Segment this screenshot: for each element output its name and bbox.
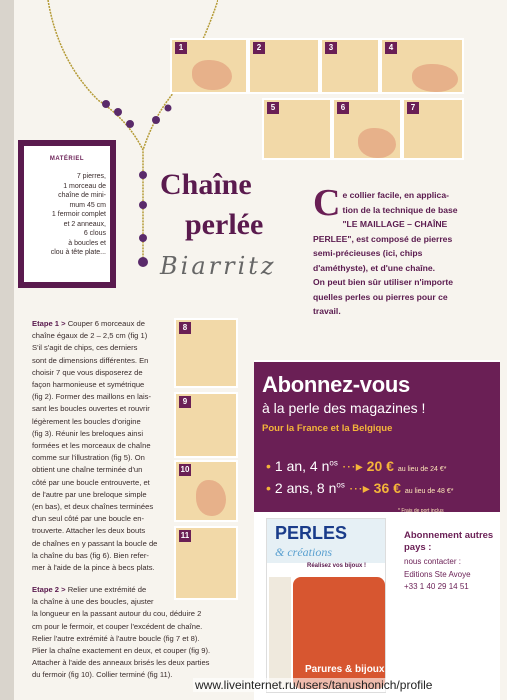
step-photo-1: 1 xyxy=(170,38,248,94)
intro-paragraph: C e collier facile, en applica- tion de la technique de base "LE MAILLAGE – CHAÎNE PERLEE", est composé de pierres semi-précieuses (ici, chips d'améthyste), et d'une chaîne. On peut bien sûr utiliser n'importe quelles perles ou pierres pour ce travail. xyxy=(313,182,458,316)
offer-1-year: • 1 an, 4 $n^{os}$ ⋯▸ 20 € au lieu de 24 €* xyxy=(266,458,447,474)
step-photo-3: 3 xyxy=(320,38,380,94)
step-photo-7: 7 xyxy=(402,98,464,160)
materiel-title: MATÉRIEL xyxy=(49,156,85,162)
etape-2-text: Etape 2 > Relier une extrémité de la chaîne à une des boucles, ajuster la longueur en la passant autour du cou, déduire 2 cm pour le fermoir, et couper l'excédent de chaîne. Relier l'autre extrémité à l'autre boucle (fig 7 et 8). Plier la chaîne exactement en deux, et couper (fig 9). Attacher à l'aide des anneaux brisés les deux parties du fermoir (fig 10). Collier terminé (fig 11). xyxy=(32,585,211,680)
foreign-subscription-title: Abonnement autres pays : xyxy=(404,530,494,553)
cover-title: PERLES xyxy=(275,523,348,543)
subscription-subtitle: à la perle des magazines ! xyxy=(262,400,426,416)
step-photo-9: 9 xyxy=(174,392,238,458)
cover-parures: Parures & bijoux xyxy=(305,664,385,675)
title-line-3: Biarritz xyxy=(160,252,277,280)
cover-subtitle: & créations xyxy=(275,545,332,559)
page-edge xyxy=(0,0,14,700)
dropcap: C xyxy=(313,182,341,224)
subscription-title: Abonnez-vous xyxy=(262,372,410,397)
title-line-1: Chaîne xyxy=(160,168,252,201)
step-photo-2: 2 xyxy=(248,38,320,94)
subscription-country: Pour la France et la Belgique xyxy=(262,423,393,434)
step-photo-11: 11 xyxy=(174,526,238,600)
offer-2-years: • 2 ans, 8 $n^{os}$ ⋯▸ 36 € au lieu de 48 €* xyxy=(266,480,454,496)
foreign-subscription-contact: nous contacter : Editions Ste Avoye +33 1 40 29 14 51 xyxy=(404,557,471,591)
step-photo-10: 10 xyxy=(174,460,238,522)
materiel-list: 7 pierres, 1 morceau de chaîne de mini- mum 45 cm 1 fermoir complet et 2 anneaux, 6 clous à boucles et clou à tête plate... xyxy=(50,173,106,256)
magazine-cover xyxy=(266,518,386,693)
materiel-box xyxy=(18,140,116,288)
etape-1-text: Etape 1 > Couper 6 morceaux de chaîne égaux de 2 – 2,5 cm (fig 1) S'il s'agit de chips, ces derniers sont de dimensions différentes. En choisir 7 que vous disposerez de façon harmonieuse et symétrique (fig 2). Former des maillons en lais- sant les boucles ouvertes et rouvrir légèrement les boucles d'origine (fig 3). Réunir les breloques ainsi formées et les morceaux de chaîne comme sur l'illustration (fig 5). On obtient une chaîne terminée d'un côté par une boucle entrouverte, et de l'autre par une breloque simple (en bas), et deux chaînes terminées d'un seul côté par une boucle en- trouverte. Attacher les deux bouts de chaînes en y passant la boucle de la chaîne du bas (fig 6). Bien refer- mer à l'aide de la pince à becs plats. xyxy=(32,319,158,573)
step-photo-4: 4 xyxy=(380,38,464,94)
cover-tagline: Réalisez vos bijoux ! xyxy=(307,563,367,569)
page-number: 41 xyxy=(476,686,485,695)
watermark-url: www.liveinternet.ru/users/tanushonich/profile xyxy=(195,678,433,692)
title-line-2: perlée xyxy=(185,208,264,241)
frais-note: * Frais de port inclus xyxy=(398,508,444,514)
step-photo-5: 5 xyxy=(262,98,332,160)
cover-thumbnails xyxy=(269,577,291,689)
step-photo-8: 8 xyxy=(174,318,238,388)
step-photo-6: 6 xyxy=(332,98,402,160)
